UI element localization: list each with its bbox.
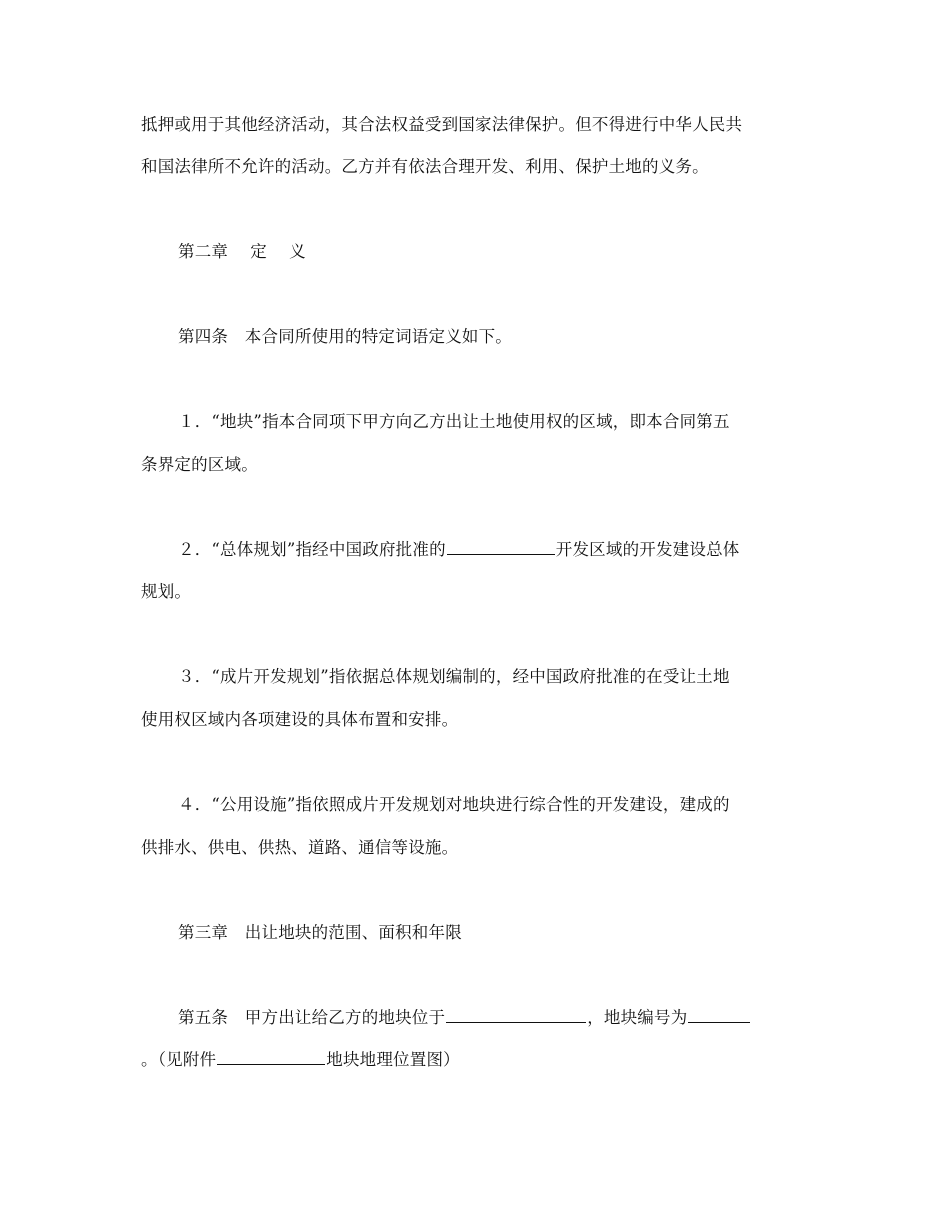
- definition-line: ３．“成片开发规划”指依据总体规划编制的，经中国政府批准的在受让土地: [178, 667, 730, 686]
- definition-line: 条界定的区域。: [141, 455, 258, 474]
- definition-line: ４．“公用设施”指依照成片开发规划对地块进行综合性的开发建设，建成的: [178, 795, 730, 814]
- paragraph-line: 抵押或用于其他经济活动，其合法权益受到国家法律保护。但不得进行中华人民共: [141, 115, 743, 134]
- article-line: [178, 1006, 813, 1030]
- definition-line: 规划。: [141, 582, 192, 601]
- definition-line: [178, 538, 813, 562]
- chapter-heading: 第二章 定 义: [178, 242, 306, 261]
- article-text: 地块地理位置图）: [326, 1050, 460, 1069]
- article-text: 第五条 甲方出让给乙方的地块位于: [178, 1008, 446, 1027]
- article-text: ，地块编号为: [587, 1008, 688, 1027]
- blank-field: [217, 1048, 325, 1065]
- definition-text: ２．“总体规划”指经中国政府批准的: [178, 540, 446, 559]
- article-heading: 第四条 本合同所使用的特定词语定义如下。: [178, 327, 512, 346]
- definition-line: １．“地块”指本合同项下甲方向乙方出让土地使用权的区域，即本合同第五: [178, 412, 730, 431]
- definition-line: 使用权区域内各项建设的具体布置和安排。: [141, 710, 459, 729]
- blank-field: [446, 1006, 586, 1023]
- chapter-heading: 第三章 出让地块的范围、面积和年限: [178, 923, 462, 942]
- paragraph-line: 和国法律所不允许的活动。乙方并有依法合理开发、利用、保护土地的义务。: [141, 157, 709, 176]
- article-text: 。（见附件: [141, 1050, 217, 1069]
- blank-field: [447, 538, 555, 555]
- blank-field: [688, 1006, 750, 1023]
- definition-text: 开发区域的开发建设总体: [555, 540, 740, 559]
- article-line: [141, 1048, 813, 1072]
- definition-line: 供排水、供电、供热、道路、通信等设施。: [141, 838, 459, 857]
